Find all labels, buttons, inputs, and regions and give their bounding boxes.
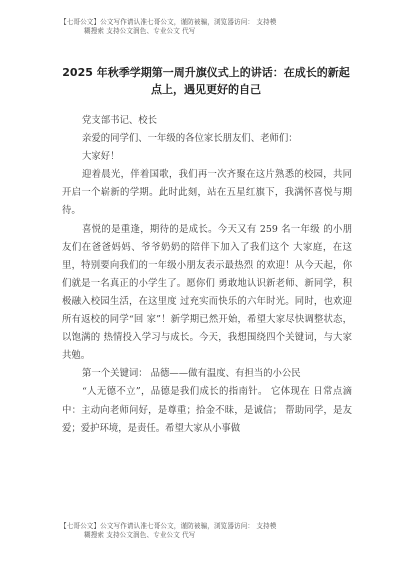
document-title — [50, 64, 362, 98]
footer-line-2: 糊搜索 支持公文润色、专业公文 代写 — [84, 531, 196, 539]
paragraph-welcome: 喜悦的是重逢，期待的是成长。今天又有 259 名一年级 的小朋友们在爸爸妈妈、爷爷奶奶的陪伴下加入了我们这个 大家庭，在这里，特别要向我们的一年级小朋友表示最热烈 的欢迎！从今天起，你们就是一名真正的小学生了。愿你们 勇敢地认识新老师、新同学，积极融入校园生活，在这里度 过充实而快乐的六年时光。同时，也欢迎所有返校的同学“回 家”！新学期已然开始，希望大家尽快调整状态， 以饱满的 热情投入学习与成长。今天，我想围绕四个关键词，与大家 共勉。 — [62, 223, 352, 362]
paragraph-opening: 迎着晨光，伴着国歌，我们再一次齐聚在这片熟悉的校园，共同开启一个崭新的学期。此时此刻，站在五星红旗下，我满怀喜悦与期待。 — [62, 169, 352, 217]
paragraph-morality: “人无德不立”，品德是我们成长的指南针。 它体现在 日常点滴中：主动向老师问好，是尊重；拾金不昧，是诚信； 帮助同学，是友爱；爱护环境，是责任。希望大家从小事做 — [62, 386, 352, 434]
footer-line-1: 【七哥公文】公文写作请认准七哥公文，谨防被骗，浏览器访问： 支持模 — [60, 522, 277, 530]
greeting: 大家好！ — [82, 151, 120, 163]
salutation: 亲爱的同学们、一年级的各位家长朋友们、老师们： — [82, 133, 298, 145]
speaker-line: 党支部书记、校长 — [82, 115, 158, 126]
page-header-notice — [60, 18, 360, 36]
document-body — [62, 112, 352, 438]
page-footer-notice — [60, 522, 360, 540]
header-line-1: 【七哥公文】公文写作请认准七哥公文，谨防被骗，浏览器访问： 支持模 — [60, 18, 277, 26]
title-line-1: 2025 年秋季学期第一周升旗仪式上的讲话：在成长的新起 — [62, 66, 350, 79]
keyword-heading-1: 第一个关键词： 品德——做有温度、有担当的小公民 — [82, 368, 301, 380]
title-line-2: 点上，遇见更好的自己 — [151, 83, 261, 96]
header-line-2: 糊搜索 支持公文润色、专业公文 代写 — [84, 27, 196, 35]
